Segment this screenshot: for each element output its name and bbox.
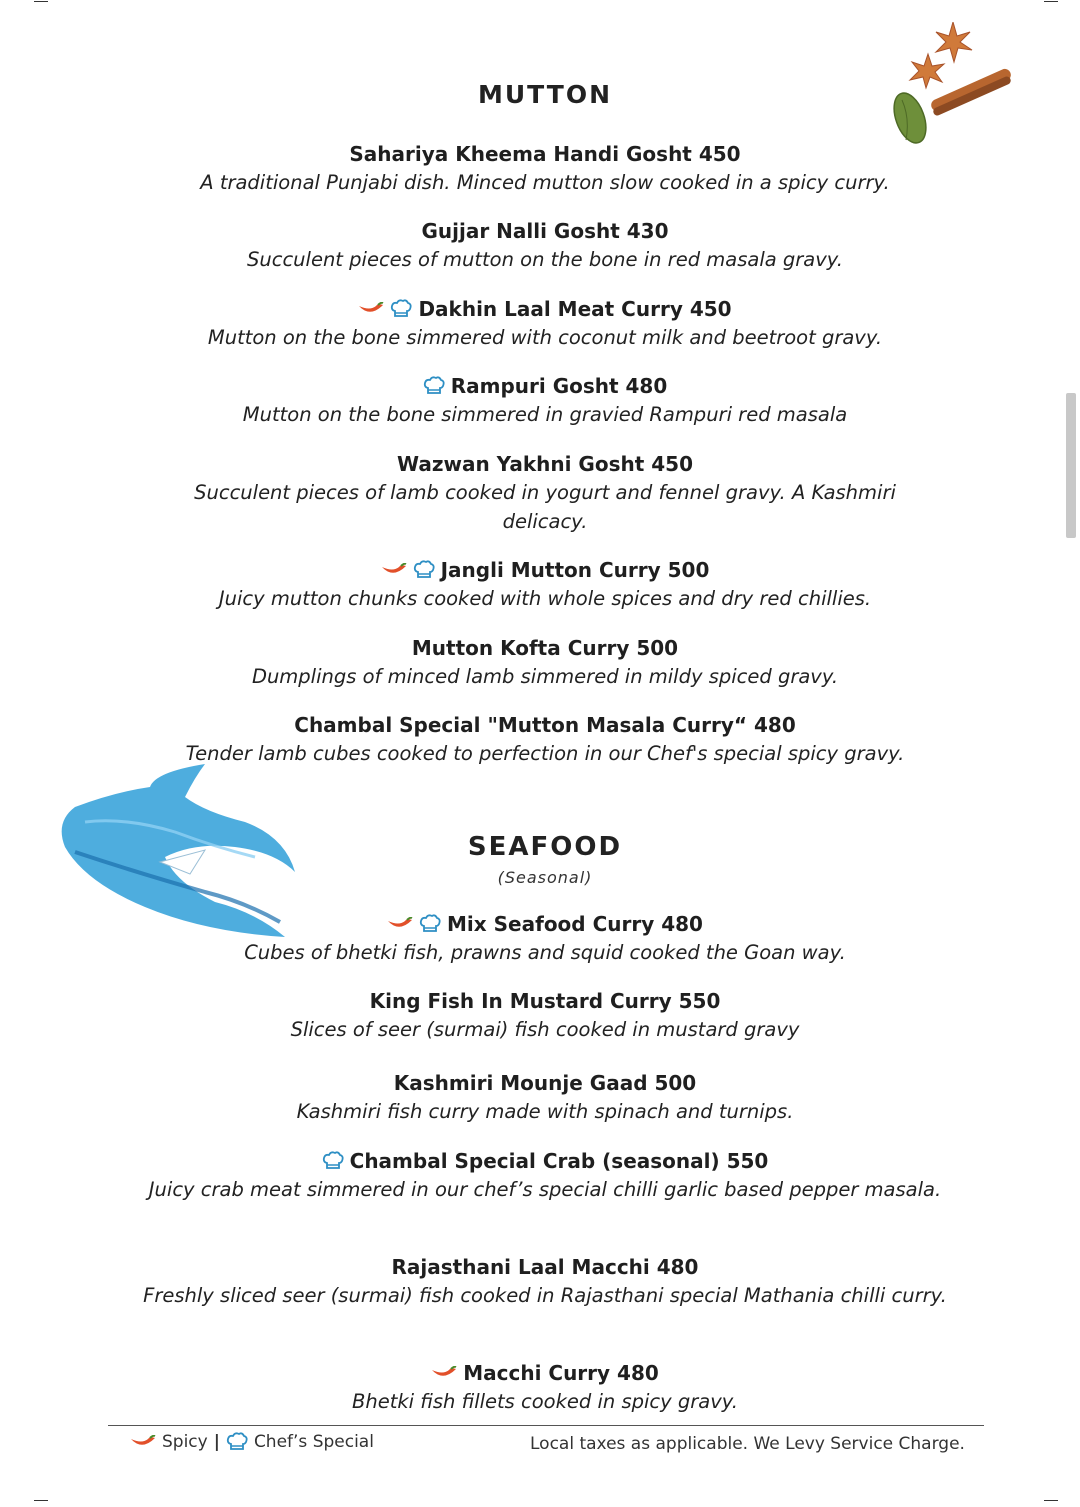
- item-description: Dumplings of minced lamb simmered in mildy spiced gravy.: [251, 665, 839, 688]
- menu-item: [0, 372, 1080, 429]
- footer-divider: [108, 1425, 984, 1426]
- menu-item: [0, 987, 1080, 1044]
- item-name: Jangli Mutton Curry 500: [440, 558, 710, 582]
- menu-item: [0, 910, 1080, 967]
- crop-mark: [1044, 1, 1058, 2]
- section-title-mutton: MUTTON: [477, 80, 613, 109]
- item-description: Mutton on the bone simmered in gravied Rampuri red masala: [242, 403, 848, 426]
- chilli-icon: [387, 917, 413, 931]
- menu-item: [0, 450, 1080, 536]
- menu-item: [0, 1359, 1080, 1416]
- menu-item: [0, 140, 1080, 197]
- menu-item: [0, 1147, 1080, 1204]
- section-title-seafood: SEAFOOD: [467, 832, 623, 862]
- item-name: Mix Seafood Curry 480: [447, 912, 703, 936]
- menu-item: [0, 711, 1080, 768]
- item-description: Slices of seer (surmai) fish cooked in mustard gravy: [290, 1018, 800, 1041]
- item-name: Chambal Special "Mutton Masala Curry“ 480: [294, 713, 796, 737]
- menu-item: [0, 295, 1080, 352]
- item-name: Mutton Kofta Curry 500: [411, 636, 679, 660]
- item-name: Chambal Special Crab (seasonal) 550: [349, 1149, 769, 1173]
- item-description: Kashmiri fish curry made with spinach and turnips.: [296, 1100, 794, 1123]
- chilli-icon: [381, 563, 407, 577]
- item-description: Succulent pieces of lamb cooked in yogurt and fennel gravy. A Kashmiri delicacy.: [194, 481, 896, 533]
- item-name: Wazwan Yakhni Gosht 450: [397, 452, 693, 476]
- item-description: Juicy crab meat simmered in our chef’s special chilli garlic based pepper masala.: [148, 1178, 942, 1201]
- chef-hat-icon: [413, 560, 435, 580]
- item-name: Rajasthani Laal Macchi 480: [391, 1255, 699, 1279]
- section-subtitle: (Seasonal): [497, 868, 593, 887]
- legend-chef-label: Chef’s Special: [253, 1432, 374, 1452]
- crop-mark: [1044, 1500, 1058, 1501]
- item-description: A traditional Punjabi dish. Minced mutton slow cooked in a spicy curry.: [200, 171, 890, 194]
- item-name: Kashmiri Mounje Gaad 500: [393, 1071, 697, 1095]
- chef-hat-icon: [226, 1432, 248, 1452]
- item-description: Mutton on the bone simmered with coconut milk and beetroot gravy.: [207, 326, 883, 349]
- item-description: Freshly sliced seer (surmai) fish cooked in Rajasthani special Mathania chilli curry.: [143, 1284, 947, 1307]
- item-description: Bhetki fish fillets cooked in spicy gravy.: [352, 1390, 738, 1413]
- legend-spicy-label: Spicy: [162, 1432, 208, 1452]
- menu-item: [0, 556, 1080, 613]
- chilli-icon: [358, 302, 384, 316]
- chilli-icon: [130, 1435, 156, 1449]
- item-description: Juicy mutton chunks cooked with whole spices and dry red chillies.: [218, 587, 872, 610]
- item-description: Succulent pieces of mutton on the bone in red masala gravy.: [247, 248, 843, 271]
- item-name: Rampuri Gosht 480: [450, 374, 668, 398]
- footer-note: Local taxes as applicable. We Levy Service Charge.: [530, 1434, 965, 1454]
- menu-item: [0, 634, 1080, 691]
- item-name: Sahariya Kheema Handi Gosht 450: [349, 142, 741, 166]
- item-name: Macchi Curry 480: [463, 1361, 659, 1385]
- chilli-icon: [431, 1366, 457, 1380]
- chef-hat-icon: [419, 914, 441, 934]
- chef-hat-icon: [322, 1151, 344, 1171]
- crop-mark: [34, 1, 48, 2]
- chef-hat-icon: [390, 299, 412, 319]
- legend-separator: |: [213, 1432, 220, 1452]
- menu-item: [0, 1253, 1080, 1310]
- footer-legend: [130, 1432, 374, 1452]
- crop-mark: [34, 1500, 48, 1501]
- item-name: Dakhin Laal Meat Curry 450: [418, 297, 732, 321]
- item-name: Gujjar Nalli Gosht 430: [421, 219, 669, 243]
- menu-item: [0, 1069, 1080, 1126]
- item-name: King Fish In Mustard Curry 550: [369, 989, 721, 1013]
- chef-hat-icon: [423, 376, 445, 396]
- menu-item: [0, 217, 1080, 274]
- item-description: Cubes of bhetki fish, prawns and squid cooked the Goan way.: [244, 941, 846, 964]
- item-description: Tender lamb cubes cooked to perfection in our Chef's special spicy gravy.: [185, 742, 905, 765]
